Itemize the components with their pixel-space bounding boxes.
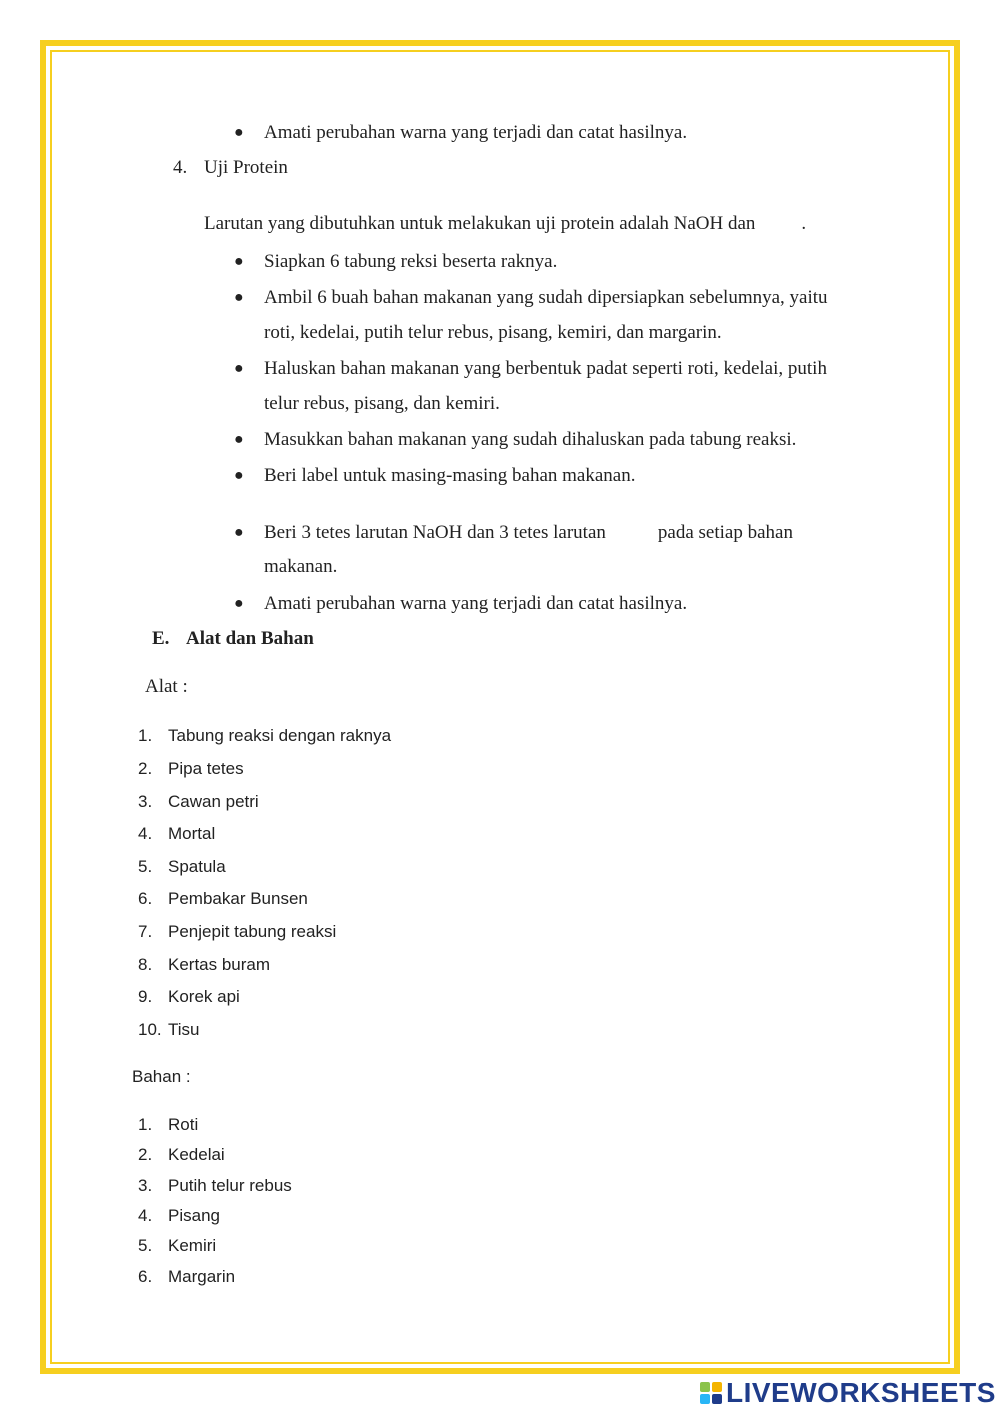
list-item: Mortal [168, 824, 216, 843]
list-item: Pembakar Bunsen [168, 889, 308, 908]
bullet-text-cont: roti, kedelai, putih telur rebus, pisang, kemiri, dan margarin. [264, 322, 722, 343]
list-number: 3. [138, 1176, 153, 1195]
list-number: 5. [138, 1236, 153, 1255]
section-e-title: Alat dan Bahan [186, 628, 314, 649]
list-number: 5. [138, 857, 153, 876]
list-number: 10. [138, 1020, 162, 1039]
list-item: Spatula [168, 857, 226, 876]
list-number: 8. [138, 955, 153, 974]
section-number: 4. [173, 157, 188, 178]
bullet-dot: ● [234, 360, 244, 377]
brand-name: LIVEWORKSHEETS [726, 1377, 996, 1408]
list-number: 6. [138, 889, 153, 908]
list-number: 4. [138, 824, 153, 843]
list-item: Pipa tetes [168, 759, 244, 778]
bullet-dot: ● [234, 524, 244, 541]
bullet-text: Amati perubahan warna yang terjadi dan catat hasilnya. [264, 593, 688, 614]
drop-text-after: pada setiap bahan [657, 522, 793, 543]
list-number: 6. [138, 1267, 153, 1286]
bullet-dot: ● [234, 431, 244, 448]
bullet-text: Siapkan 6 tabung reksi beserta raknya. [264, 251, 558, 272]
bullet-text: Beri label untuk masing-masing bahan makanan. [264, 465, 636, 486]
list-item: Putih telur rebus [168, 1176, 292, 1195]
list-item: Kertas buram [168, 955, 271, 974]
bullet-dot: ● [234, 253, 244, 270]
list-item: Tabung reaksi dengan raknya [168, 726, 392, 745]
list-item: Cawan petri [168, 792, 259, 811]
bullet-text: Haluskan bahan makanan yang berbentuk padat seperti roti, kedelai, putih [264, 358, 827, 379]
bullet-text: Amati perubahan warna yang terjadi dan catat hasilnya. [264, 122, 688, 143]
list-number: 4. [138, 1206, 153, 1225]
bullet-text-cont: telur rebus, pisang, dan kemiri. [264, 393, 500, 414]
page-border-inner [50, 50, 950, 1364]
list-number: 2. [138, 759, 153, 778]
list-item: Margarin [168, 1267, 236, 1286]
intro-period: . [801, 213, 807, 234]
intro-line [204, 213, 806, 235]
list-number: 3. [138, 792, 153, 811]
bullet-text: Masukkan bahan makanan yang sudah dihaluskan pada tabung reaksi. [264, 429, 797, 450]
list-item: Roti [168, 1115, 199, 1134]
list-item: Tisu [168, 1020, 200, 1039]
bullet-dot: ● [234, 289, 244, 306]
bahan-label: Bahan : [132, 1067, 191, 1086]
list-number: 9. [138, 987, 153, 1006]
liveworksheets-logo[interactable] [700, 1378, 996, 1408]
bullet-dot: ● [234, 467, 244, 484]
list-item: Korek api [168, 987, 240, 1006]
alat-label: Alat : [145, 676, 188, 697]
intro-text: Larutan yang dibutuhkan untuk melakukan uji protein adalah NaOH dan [204, 213, 756, 234]
bullet-text-cont: makanan. [264, 556, 338, 577]
bullet-text [264, 522, 793, 544]
list-number: 7. [138, 922, 153, 941]
logo-mark-icon [700, 1382, 722, 1404]
list-item: Penjepit tabung reaksi [168, 922, 337, 941]
drop-text: Beri 3 tetes larutan NaOH dan 3 tetes larutan [264, 522, 606, 543]
section-title: Uji Protein [204, 157, 288, 178]
bullet-text: Ambil 6 buah bahan makanan yang sudah dipersiapkan sebelumnya, yaitu [264, 287, 828, 308]
bullet-dot: ● [234, 124, 244, 141]
list-item: Pisang [168, 1206, 220, 1225]
list-number: 1. [138, 1115, 153, 1134]
list-number: 1. [138, 726, 153, 745]
list-item: Kedelai [168, 1145, 225, 1164]
bullet-dot: ● [234, 595, 244, 612]
list-number: 2. [138, 1145, 153, 1164]
list-item: Kemiri [168, 1236, 217, 1255]
section-letter: E. [152, 628, 170, 649]
